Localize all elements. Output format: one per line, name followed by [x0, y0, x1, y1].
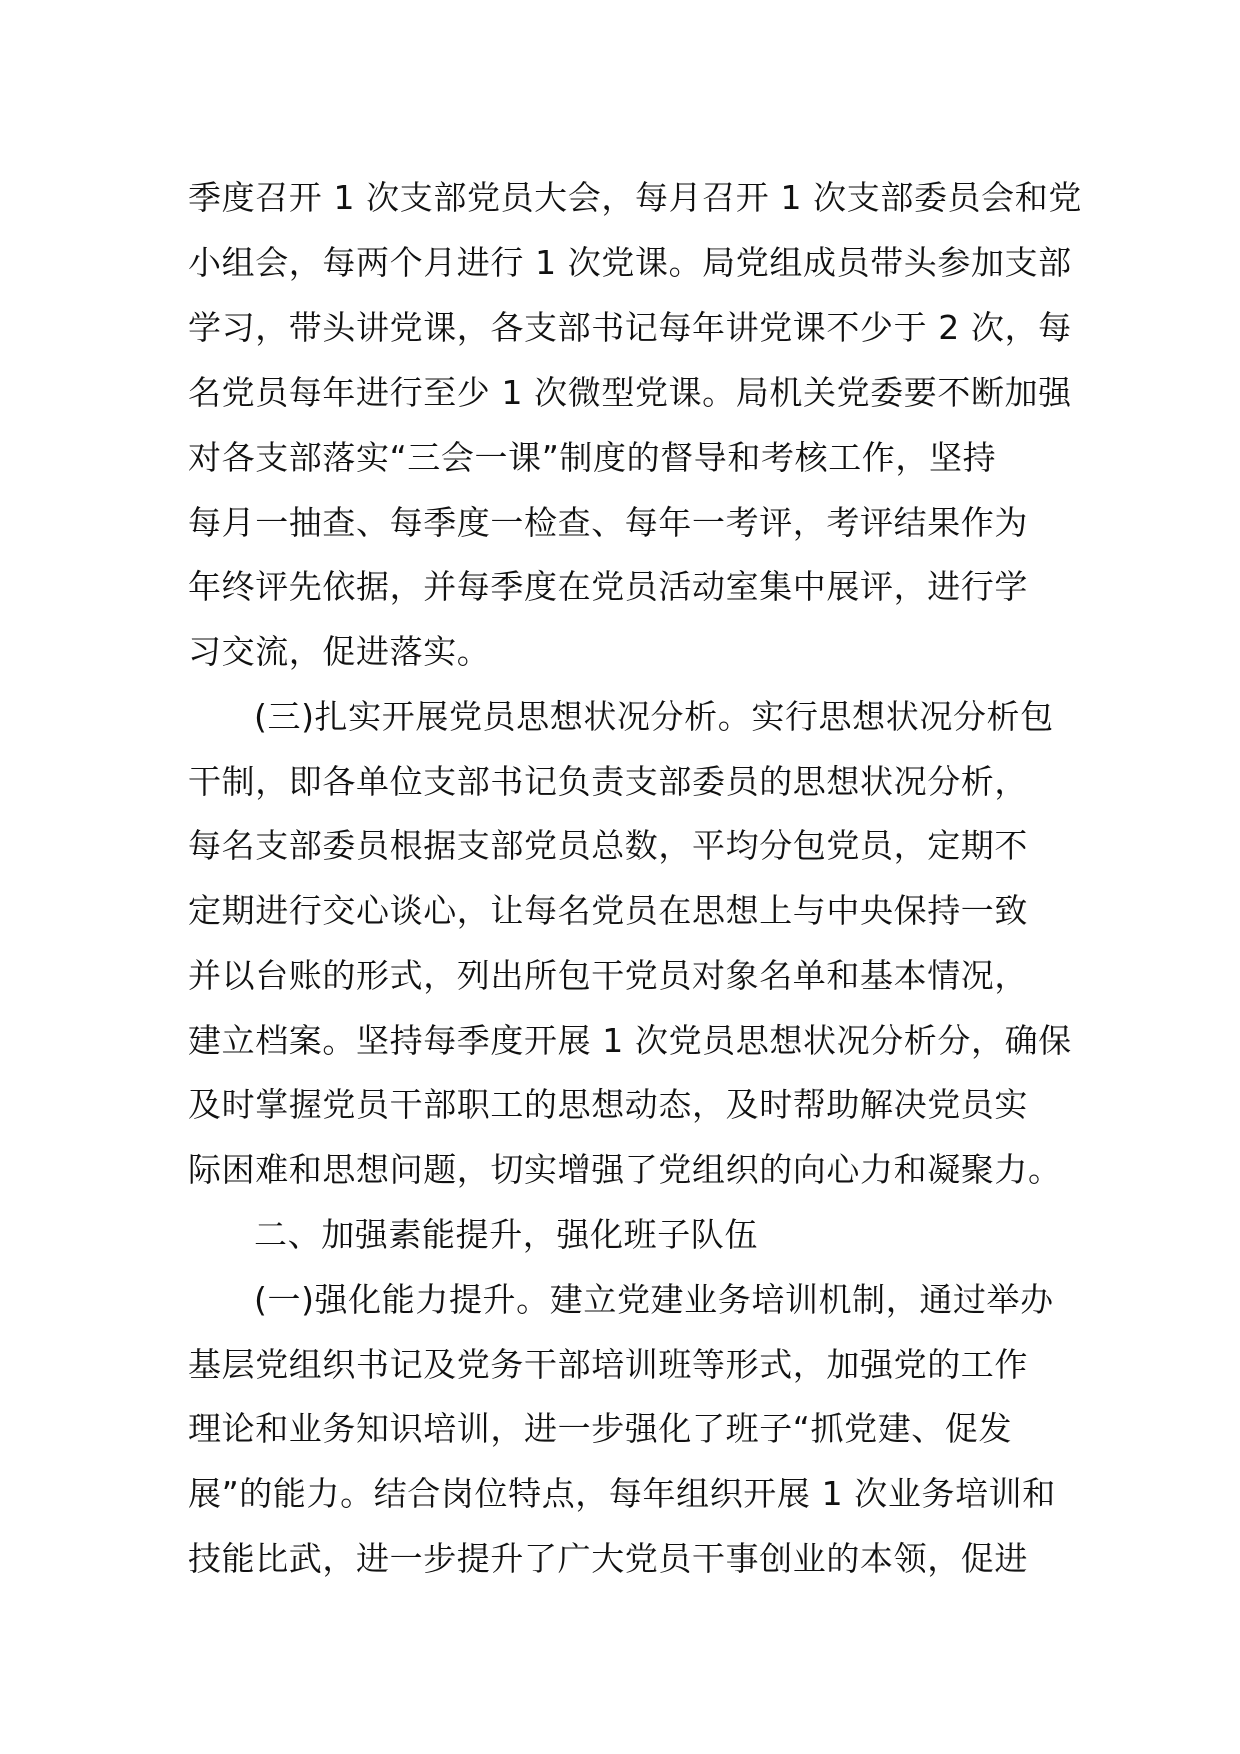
text-line: 每月一抽查、每季度一检查、每年一考评，考评结果作为 — [188, 503, 1028, 542]
text-line: 基层党组织书记及党务干部培训班等形式，加强党的工作 — [188, 1345, 1028, 1384]
text-line: 季度召开 1 次支部党员大会，每月召开 1 次支部委员会和党 — [188, 178, 1082, 217]
text-line: 定期进行交心谈心，让每名党员在思想上与中央保持一致 — [188, 891, 1028, 930]
text-line: 小组会，每两个月进行 1 次党课。局党组成员带头参加支部 — [188, 243, 1072, 282]
text-line: 每名支部委员根据支部党员总数，平均分包党员，定期不 — [188, 826, 1028, 865]
text-line: 建立档案。坚持每季度开展 1 次党员思想状况分析分，确保 — [188, 1021, 1072, 1060]
text-line: 际困难和思想问题，切实增强了党组织的向心力和凝聚力。 — [188, 1150, 1062, 1189]
text-line: 展”的能力。结合岗位特点，每年组织开展 1 次业务培训和 — [188, 1474, 1056, 1513]
paragraph-start-line: (三)扎实开展党员思想状况分析。实行思想状况分析包 — [254, 697, 1054, 736]
text-line: 干制，即各单位支部书记负责支部委员的思想状况分析， — [188, 762, 1028, 801]
text-line: 理论和业务知识培训，进一步强化了班子“抓党建、促发 — [188, 1409, 1013, 1448]
text-line: 年终评先依据，并每季度在党员活动室集中展评，进行学 — [188, 567, 1028, 606]
paragraph-start-line: (一)强化能力提升。建立党建业务培训机制，通过举办 — [254, 1280, 1054, 1319]
text-line: 并以台账的形式，列出所包干党员对象名单和基本情况， — [188, 956, 1028, 995]
section-heading: 二、加强素能提升，强化班子队伍 — [254, 1215, 758, 1254]
text-line: 学习，带头讲党课，各支部书记每年讲党课不少于 2 次，每 — [188, 308, 1072, 347]
text-line: 对各支部落实“三会一课”制度的督导和考核工作，坚持 — [188, 438, 997, 477]
text-line: 技能比武，进一步提升了广大党员干事创业的本领，促进 — [188, 1539, 1028, 1578]
text-line: 名党员每年进行至少 1 次微型党课。局机关党委要不断加强 — [188, 373, 1072, 412]
text-line: 习交流，促进落实。 — [188, 632, 491, 671]
text-line: 及时掌握党员干部职工的思想动态，及时帮助解决党员实 — [188, 1085, 1028, 1124]
